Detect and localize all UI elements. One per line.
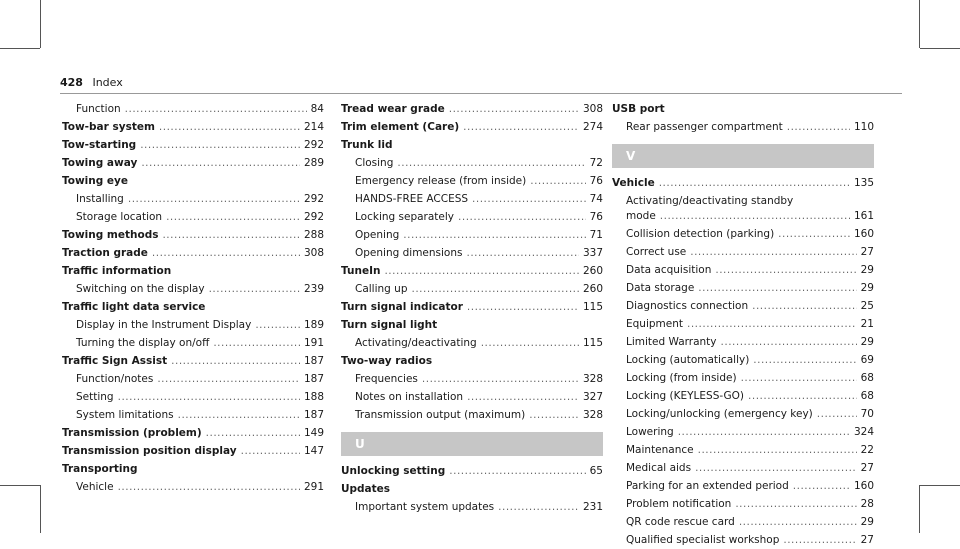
index-entry-text: Turning the display on/off [76, 337, 210, 349]
page-ref[interactable]: 68 [860, 372, 874, 384]
page-ref[interactable]: 291 [303, 481, 324, 493]
page-ref[interactable]: 328 [582, 409, 603, 421]
crop-mark-bottom-right-h [920, 485, 960, 486]
dot-leader [753, 351, 856, 369]
page-ref[interactable]: 74 [589, 193, 603, 205]
dot-leader [695, 459, 857, 477]
crop-mark-top-right-v [919, 0, 920, 48]
index-subentry[interactable] [612, 477, 874, 495]
dot-leader [659, 174, 850, 192]
page-title: Index [92, 76, 123, 89]
index-entry-text: USB port [612, 103, 665, 115]
page-ref[interactable]: 187 [303, 373, 324, 385]
dot-leader [748, 387, 857, 405]
dot-leader [817, 405, 857, 423]
index-entry-text: Setting [76, 391, 114, 403]
index-column-2 [341, 100, 603, 516]
dot-leader [118, 478, 300, 496]
crop-mark-bottom-left-h [0, 485, 40, 486]
dot-leader [778, 225, 850, 243]
page-ref[interactable]: 324 [853, 426, 874, 438]
index-subentry[interactable] [62, 388, 324, 406]
index-entry-text: Traffic Sign Assist [62, 355, 168, 367]
index-entry-text: Storage location [76, 211, 163, 223]
page-number: 428 [60, 76, 83, 89]
index-subentry[interactable] [341, 226, 603, 244]
index-subentry[interactable] [62, 100, 324, 118]
crop-mark-bottom-right-v [919, 485, 920, 533]
index-entry-text: Opening dimensions [355, 247, 463, 259]
index-entry [341, 352, 603, 370]
index-entry-text: Transmission position display [62, 445, 237, 457]
dot-leader [463, 118, 579, 136]
page-ref[interactable]: 110 [853, 121, 874, 133]
page-ref[interactable]: 135 [853, 177, 874, 189]
index-entry[interactable] [62, 136, 324, 154]
index-entry-text: Diagnostics connection [626, 300, 749, 312]
page-ref[interactable]: 65 [589, 465, 603, 477]
index-entry-text: Transmission output (maximum) [355, 409, 526, 421]
index-subentry[interactable] [612, 279, 874, 297]
index-entry[interactable] [341, 298, 603, 316]
index-entry[interactable] [341, 100, 603, 118]
index-subentry[interactable] [341, 370, 603, 388]
dot-leader [141, 154, 300, 172]
crop-mark-top-left-h [0, 48, 40, 49]
page-ref[interactable]: 274 [582, 121, 603, 133]
dot-leader [162, 226, 299, 244]
page-ref[interactable]: 292 [303, 211, 324, 223]
page-ref[interactable]: 214 [303, 121, 324, 133]
page-ref[interactable]: 308 [582, 103, 603, 115]
page-ref[interactable]: 28 [860, 498, 874, 510]
index-subentry[interactable] [341, 406, 603, 424]
page-ref[interactable]: 84 [310, 103, 324, 115]
index-entry-text: Unlocking setting [341, 465, 446, 477]
page-ref[interactable]: 328 [582, 373, 603, 385]
index-entry-text: Problem notification [626, 498, 732, 510]
index-subentry[interactable] [62, 370, 324, 388]
page-ref[interactable]: 289 [303, 157, 324, 169]
index-entry[interactable] [612, 192, 874, 225]
dot-leader [125, 100, 307, 118]
index-subentry[interactable] [612, 495, 874, 513]
index-entry-text: Opening [355, 229, 400, 241]
index-entry-text: Switching on the display [76, 283, 205, 295]
page-ref[interactable]: 71 [589, 229, 603, 241]
index-entry-text: Medical aids [626, 462, 692, 474]
index-entry [341, 316, 603, 334]
page-ref[interactable]: 25 [860, 300, 874, 312]
dot-leader [466, 244, 578, 262]
index-entry-text: Turn signal indicator [341, 301, 463, 313]
page-ref[interactable]: 29 [860, 264, 874, 276]
index-entry [341, 480, 603, 498]
page-ref[interactable]: 160 [853, 480, 874, 492]
page-ref[interactable]: 27 [860, 462, 874, 474]
dot-leader [687, 315, 857, 333]
dot-leader [209, 280, 300, 298]
dot-leader [660, 209, 850, 224]
page-ref[interactable]: 76 [589, 211, 603, 223]
page-ref[interactable]: 115 [582, 337, 603, 349]
index-entry [62, 262, 324, 280]
dot-leader [241, 442, 300, 460]
page-ref[interactable]: 308 [303, 247, 324, 259]
dot-leader [403, 226, 585, 244]
index-entry-text: Important system updates [355, 501, 495, 513]
page-ref[interactable]: 149 [303, 427, 324, 439]
page-ref[interactable]: 147 [303, 445, 324, 457]
dot-leader [128, 190, 300, 208]
dot-leader [530, 172, 585, 190]
page-ref[interactable]: 260 [582, 265, 603, 277]
page-ref[interactable]: 70 [860, 408, 874, 420]
index-subentry[interactable] [62, 406, 324, 424]
dot-leader [739, 513, 857, 531]
index-subentry[interactable] [612, 297, 874, 315]
index-entry-text: Emergency release (from inside) [355, 175, 527, 187]
dot-leader [213, 334, 300, 352]
index-entry-text: Closing [355, 157, 394, 169]
dot-leader [412, 280, 579, 298]
index-entry[interactable] [341, 462, 603, 480]
dot-leader [715, 261, 856, 279]
index-subentry[interactable] [612, 459, 874, 477]
index-subentry[interactable] [612, 513, 874, 531]
index-entry-text-cont: mode [626, 210, 656, 222]
dot-leader [721, 333, 857, 351]
index-subentry[interactable] [612, 118, 874, 136]
dot-leader [166, 208, 300, 226]
dot-leader [422, 370, 579, 388]
dot-leader [741, 369, 857, 387]
index-entry-text: Function [76, 103, 121, 115]
index-entry-text: Parking for an extended period [626, 480, 789, 492]
index-subentry[interactable] [341, 190, 603, 208]
index-entry[interactable] [62, 118, 324, 136]
dot-leader [449, 462, 585, 480]
dot-leader [397, 154, 585, 172]
index-entry[interactable] [612, 174, 874, 192]
index-entry-text: QR code rescue card [626, 516, 735, 528]
index-entry [62, 298, 324, 316]
index-entry-text: Tread wear grade [341, 103, 445, 115]
index-entry-text: Locking separately [355, 211, 455, 223]
dot-leader [152, 244, 300, 262]
page-ref[interactable]: 115 [582, 301, 603, 313]
index-entry-text: Data acquisition [626, 264, 712, 276]
section-letter-band: V [612, 144, 874, 168]
dot-leader [752, 297, 857, 315]
index-entry-text: Trim element (Care) [341, 121, 460, 133]
index-subentry[interactable] [341, 244, 603, 262]
index-entry-text: Rear passenger compartment [626, 121, 783, 133]
index-column-1 [62, 100, 324, 496]
page-ref[interactable]: 69 [860, 354, 874, 366]
index-entry-text: Two-way radios [341, 355, 433, 367]
page-ref[interactable]: 188 [303, 391, 324, 403]
dot-leader [698, 279, 856, 297]
index-entry-text: Updates [341, 483, 391, 495]
page-ref[interactable]: 72 [589, 157, 603, 169]
dot-leader [206, 424, 300, 442]
index-subentry[interactable] [612, 243, 874, 261]
index-entry-text: Correct use [626, 246, 687, 258]
dot-leader [472, 190, 586, 208]
dot-leader [118, 388, 300, 406]
index-entry-text: Traffic information [62, 265, 172, 277]
index-entry-text: Activating/deactivating [355, 337, 477, 349]
dot-leader [787, 118, 850, 136]
page-ref[interactable]: 27 [860, 534, 874, 546]
header-rule [60, 93, 902, 94]
index-entry-text: Vehicle [612, 177, 655, 189]
index-entry-text: Equipment [626, 318, 683, 330]
index-entry-text: Turn signal light [341, 319, 438, 331]
index-subentry[interactable] [341, 334, 603, 352]
page-ref[interactable]: 76 [589, 175, 603, 187]
index-entry-text: Tow-starting [62, 139, 137, 151]
dot-leader [171, 352, 300, 370]
index-entry[interactable] [341, 262, 603, 280]
page-ref[interactable]: 187 [303, 409, 324, 421]
index-entry-text: Qualified specialist workshop [626, 534, 780, 546]
page-ref[interactable]: 21 [860, 318, 874, 330]
dot-leader [449, 100, 579, 118]
index-entry-text: Transporting [62, 463, 138, 475]
index-subentry[interactable] [62, 316, 324, 334]
page-ref[interactable]: 288 [303, 229, 324, 241]
dot-leader [690, 243, 856, 261]
index-entry-text: Tow-bar system [62, 121, 155, 133]
index-entry-text: Transmission (problem) [62, 427, 202, 439]
index-subentry[interactable] [62, 478, 324, 496]
page-header [60, 76, 123, 89]
index-subentry[interactable] [612, 531, 874, 549]
index-entry-text: Activating/deactivating standby [626, 195, 794, 207]
index-entry-text: Traction grade [62, 247, 148, 259]
dot-leader [458, 208, 586, 226]
page-ref[interactable]: 29 [860, 282, 874, 294]
index-subentry[interactable] [612, 405, 874, 423]
index-entry-text: Traffic light data service [62, 301, 206, 313]
index-entry-text: Locking (KEYLESS-GO) [626, 390, 745, 402]
dot-leader [529, 406, 579, 424]
index-entry-text: Limited Warranty [626, 336, 717, 348]
page-ref[interactable]: 337 [582, 247, 603, 259]
page-ref[interactable]: 292 [303, 193, 324, 205]
index-subentry[interactable] [62, 280, 324, 298]
index-subentry[interactable] [612, 225, 874, 243]
page-ref[interactable]: 327 [582, 391, 603, 403]
index-entry-text: Frequencies [355, 373, 418, 385]
index-entry-text: System limitations [76, 409, 174, 421]
dot-leader [481, 334, 579, 352]
page-ref[interactable]: 29 [860, 336, 874, 348]
index-subentry[interactable] [341, 154, 603, 172]
page-ref[interactable]: 260 [582, 283, 603, 295]
index-entry[interactable] [62, 352, 324, 370]
dot-leader [159, 118, 300, 136]
page-ref[interactable]: 161 [853, 210, 874, 222]
index-entry-text: Towing away [62, 157, 138, 169]
page-ref[interactable]: 239 [303, 283, 324, 295]
index-subentry[interactable] [341, 280, 603, 298]
dot-leader [467, 388, 579, 406]
dot-leader [735, 495, 856, 513]
index-entry-continuation [626, 209, 874, 224]
index-subentry[interactable] [612, 315, 874, 333]
dot-leader [384, 262, 578, 280]
index-subentry[interactable] [62, 190, 324, 208]
index-entry-text: Calling up [355, 283, 408, 295]
dot-leader [793, 477, 850, 495]
section-letter-band: U [341, 432, 603, 456]
dot-leader [498, 498, 579, 516]
index-entry [62, 460, 324, 478]
index-entry-text: Notes on installation [355, 391, 464, 403]
index-subentry[interactable] [341, 498, 603, 516]
index-entry-text: HANDS-FREE ACCESS [355, 193, 469, 205]
index-entry-text: Function/notes [76, 373, 154, 385]
index-entry[interactable] [62, 244, 324, 262]
page-ref[interactable]: 22 [860, 444, 874, 456]
index-entry [612, 100, 874, 118]
dot-leader [467, 298, 579, 316]
index-entry [62, 172, 324, 190]
index-entry-text: Installing [76, 193, 124, 205]
index-entry-text: Towing eye [62, 175, 129, 187]
index-subentry[interactable] [62, 208, 324, 226]
dot-leader [140, 136, 300, 154]
crop-mark-top-right-h [920, 48, 960, 49]
index-column-3 [612, 100, 874, 549]
index-subentry[interactable] [612, 351, 874, 369]
index-entry[interactable] [62, 154, 324, 172]
index-subentry[interactable] [612, 387, 874, 405]
index-entry-text: TuneIn [341, 265, 381, 277]
page-ref[interactable]: 231 [582, 501, 603, 513]
dot-leader [157, 370, 300, 388]
page-ref[interactable]: 68 [860, 390, 874, 402]
index-subentry[interactable] [341, 388, 603, 406]
index-subentry[interactable] [62, 334, 324, 352]
page-ref[interactable]: 29 [860, 516, 874, 528]
index-entry-text: Trunk lid [341, 139, 393, 151]
index-entry-text: Data storage [626, 282, 695, 294]
dot-leader [255, 316, 300, 334]
page-ref[interactable]: 292 [303, 139, 324, 151]
page-ref[interactable]: 191 [303, 337, 324, 349]
index-subentry[interactable] [341, 208, 603, 226]
index-entry[interactable] [62, 226, 324, 244]
index-entry-text: Display in the Instrument Display [76, 319, 252, 331]
index-entry-text: Locking/unlocking (emergency key) [626, 408, 813, 420]
dot-leader [783, 531, 856, 549]
index-entry[interactable] [62, 442, 324, 460]
index-entry-text: Locking (automatically) [626, 354, 750, 366]
page-ref[interactable]: 27 [860, 246, 874, 258]
index-entry-text: Vehicle [76, 481, 114, 493]
index-entry-text: Lowering [626, 426, 674, 438]
index-entry-text: Maintenance [626, 444, 694, 456]
index-entry[interactable] [62, 424, 324, 442]
page-ref[interactable]: 189 [303, 319, 324, 331]
index-entry-text: Locking (from inside) [626, 372, 737, 384]
index-subentry[interactable] [612, 261, 874, 279]
index-entry [341, 136, 603, 154]
index-subentry[interactable] [612, 423, 874, 441]
dot-leader [678, 423, 850, 441]
dot-leader [698, 441, 857, 459]
index-subentry[interactable] [612, 441, 874, 459]
index-entry-text: Towing methods [62, 229, 159, 241]
index-subentry[interactable] [612, 369, 874, 387]
index-entry-text: Collision detection (parking) [626, 228, 775, 240]
crop-mark-bottom-left-v [40, 485, 41, 533]
index-subentry[interactable] [612, 333, 874, 351]
index-subentry[interactable] [341, 172, 603, 190]
crop-mark-top-left-v [40, 0, 41, 48]
page-ref[interactable]: 160 [853, 228, 874, 240]
index-entry[interactable] [341, 118, 603, 136]
page-ref[interactable]: 187 [303, 355, 324, 367]
dot-leader [178, 406, 300, 424]
